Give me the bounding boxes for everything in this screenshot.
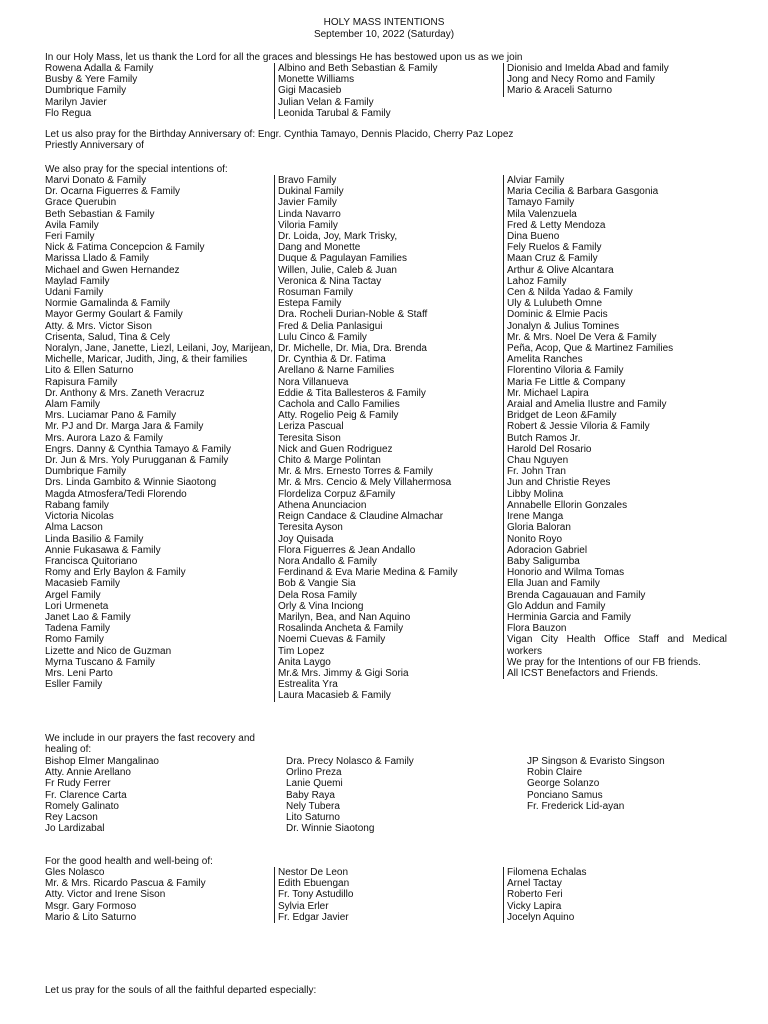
list-item: Tim Lopez	[278, 645, 325, 657]
list-item: Lizette and Nico de Guzman	[45, 645, 172, 657]
list-item: Nonito Royo	[507, 533, 563, 545]
list-item: Lori Urmeneta	[45, 600, 109, 612]
list-item: Arellano & Narne Families	[278, 365, 395, 377]
list-item: Msgr. Gary Formoso	[45, 900, 137, 912]
list-item: Dionisio and Imelda Abad and family	[507, 63, 669, 74]
list-item: Viloria Family	[278, 219, 338, 231]
list-item: Dukinal Family	[278, 186, 344, 198]
list-item: Peña, Acop, Que & Martinez Families	[507, 343, 674, 355]
list-item: Vicky Lapira	[507, 900, 562, 912]
list-item: Dominic & Elmie Pacis	[507, 309, 608, 321]
priestly-line: Priestly Anniversary of	[45, 140, 144, 151]
list-item: Atty. Victor and Irene Sison	[45, 889, 166, 901]
list-item: Lahoz Family	[507, 275, 567, 287]
list-item: Nora Villanueva	[278, 376, 349, 388]
list-item: Tamayo Family	[507, 197, 575, 209]
list-item: Romo Family	[45, 634, 104, 646]
list-item: Laura Macasieb & Family	[278, 690, 391, 702]
list-item: Lito Saturno	[286, 812, 340, 824]
list-item: Rosuman Family	[278, 287, 354, 299]
list-item: Fr. John Tran	[507, 466, 566, 478]
list-item: Avila Family	[45, 219, 99, 231]
list-item: Ella Juan and Family	[507, 578, 600, 590]
list-item: Annabelle Ellorin Gonzales	[507, 499, 628, 511]
list-item: Jonalyn & Julius Tomines	[507, 320, 620, 332]
list-item: Rabang family	[45, 499, 109, 511]
list-item: Chau Nguyen	[507, 455, 569, 467]
list-item: Udani Family	[45, 287, 104, 299]
list-item: Argel Family	[45, 589, 101, 601]
list-item: Annie Fukasawa & Family	[45, 544, 161, 556]
thanksgiving-intro: In our Holy Mass, let us thank the Lord for all the graces and blessings He has bestowed upon us as we join	[45, 52, 523, 63]
list-item: Lanie Quemi	[286, 778, 343, 790]
health-intro: For the good health and well-being of:	[45, 856, 213, 867]
list-item: Dr. Ocarna Figuerres & Family	[45, 186, 181, 198]
list-item: Estepa Family	[278, 298, 342, 310]
special-intro: We also pray for the special intentions of:	[45, 164, 228, 175]
list-item: Ponciano Samus	[527, 789, 603, 801]
list-item: Mr.& Mrs. Jimmy & Gigi Soria	[278, 667, 409, 679]
list-item: Marvi Donato & Family	[45, 175, 147, 186]
health-column-1	[45, 867, 273, 923]
list-item: Lito & Ellen Saturno	[45, 365, 134, 377]
list-item: Athena Anunciacion	[278, 499, 367, 511]
list-item: Mrs. Leni Parto	[45, 667, 113, 679]
health-column-2	[274, 867, 503, 923]
list-item: Javier Family	[278, 197, 337, 209]
list-item: Dumbrique Family	[45, 85, 127, 97]
list-item: Adoracion Gabriel	[507, 544, 588, 556]
list-item: Maria Cecilia & Barbara Gasgonia	[507, 186, 659, 198]
list-item: Leonida Tarubal & Family	[278, 107, 391, 119]
list-item: Fr. Edgar Javier	[278, 911, 349, 923]
list-item: Flo Regua	[45, 107, 92, 119]
list-item: Bravo Family	[278, 175, 337, 186]
list-item: Bishop Elmer Mangalinao	[45, 756, 159, 767]
list-item: Anita Laygo	[278, 656, 331, 668]
list-item: Baby Raya	[286, 789, 335, 801]
list-item: Reign Candace & Claudine Almachar	[278, 511, 444, 523]
list-item: Baby Saligumba	[507, 555, 580, 567]
list-item: Filomena Echalas	[507, 867, 587, 878]
list-item: Roberto Feri	[507, 889, 563, 901]
list-item: Michael and Gwen Hernandez	[45, 264, 180, 276]
list-item: Albino and Beth Sebastian & Family	[278, 63, 438, 74]
list-item: Maan Cruz & Family	[507, 253, 598, 265]
list-item: Alma Lacson	[45, 522, 103, 534]
list-item: Dr. Cynthia & Dr. Fatima	[278, 354, 386, 366]
list-item: Macasieb Family	[45, 578, 121, 590]
list-item: Dela Rosa Family	[278, 589, 357, 601]
health-column-3	[503, 867, 727, 923]
list-item: Amelita Ranches	[507, 354, 583, 366]
list-item: Alviar Family	[507, 175, 565, 186]
list-item: Nick and Guen Rodriguez	[278, 443, 393, 455]
list-item: Mr. & Mrs. Ricardo Pascua & Family	[45, 878, 206, 890]
recovery-column-2	[286, 756, 514, 834]
list-item: Dang and Monette	[278, 242, 361, 254]
list-item: Atty. Annie Arellano	[45, 767, 131, 779]
list-item: Flora Figuerres & Jean Andallo	[278, 544, 416, 556]
page-date: September 10, 2022 (Saturday)	[313, 29, 455, 40]
list-item: Fr Rudy Ferrer	[45, 778, 111, 790]
list-item: Maylad Family	[45, 275, 110, 287]
list-item: Dr. Michelle, Dr. Mia, Dra. Brenda	[278, 343, 427, 355]
list-item: Dina Bueno	[507, 231, 560, 243]
list-item: Glo Addun and Family	[507, 600, 606, 612]
list-item: Bridget de Leon &Family	[507, 410, 617, 422]
list-item: Robin Claire	[527, 767, 583, 779]
list-item: Drs. Linda Gambito & Winnie Siaotong	[45, 477, 217, 489]
list-item: Arthur & Olive Alcantara	[507, 264, 614, 276]
list-item: Linda Basilio & Family	[45, 533, 144, 545]
list-item: Dumbrique Family	[45, 466, 127, 478]
list-item: Joy Quisada	[278, 533, 334, 545]
birthday-line: Let us also pray for the Birthday Anniversary of: Engr. Cynthia Tamayo, Dennis Placido, Cherry Paz Lopez	[45, 129, 514, 140]
list-item: Marilyn, Bea, and Nan Aquino	[278, 611, 411, 623]
list-item: Francisca Quitoriano	[45, 555, 138, 567]
list-item: Fred & Letty Mendoza	[507, 219, 606, 231]
list-item: Dra. Precy Nolasco & Family	[286, 756, 414, 767]
list-item: Mario & Araceli Saturno	[507, 85, 613, 97]
special-column-3	[503, 175, 727, 679]
thanksgiving-column-2	[274, 63, 503, 119]
recovery-intro-text: We include in our prayers the fast recovery and healing of:	[45, 733, 255, 756]
list-item: Sylvia Erler	[278, 900, 329, 912]
list-item: Dra. Rocheli Durian-Noble & Staff	[278, 309, 428, 321]
list-item: Lulu Cinco & Family	[278, 331, 367, 343]
list-item: Myrna Tuscano & Family	[45, 656, 156, 668]
list-item: Maria Fe Little & Company	[507, 376, 626, 388]
list-item: Mila Valenzuela	[507, 208, 577, 220]
list-item: Leriza Pascual	[278, 421, 344, 433]
list-item: Willen, Julie, Caleb & Juan	[278, 264, 397, 276]
list-item: Normie Gamalinda & Family	[45, 298, 171, 310]
list-item: Jun and Christie Reyes	[507, 477, 611, 489]
list-item: Fr. Tony Astudillo	[278, 889, 354, 901]
list-item: Cen & Nilda Yadao & Family	[507, 287, 633, 299]
list-item: Arnel Tactay	[507, 878, 562, 890]
list-item: Araial and Amelia Ilustre and Family	[507, 399, 667, 411]
list-item: Mr. & Mrs. Noel De Vera & Family	[507, 331, 657, 343]
list-item: Nely Tubera	[286, 800, 340, 812]
list-item: Victoria Nicolas	[45, 511, 114, 523]
list-item: Dr. Anthony & Mrs. Zaneth Veracruz	[45, 387, 205, 399]
list-item: Veronica & Nina Tactay	[278, 275, 382, 287]
list-item: Marilyn Javier	[45, 96, 107, 108]
list-item: Engrs. Danny & Cynthia Tamayo & Family	[45, 443, 232, 455]
list-item: Rey Lacson	[45, 812, 98, 824]
list-item: Edith Ebuengan	[278, 878, 350, 890]
list-item: Bob & Vangie Sia	[278, 578, 356, 590]
page-title: HOLY MASS INTENTIONS	[323, 17, 445, 28]
list-item: Busby & Yere Family	[45, 74, 138, 86]
list-item: Mrs. Luciamar Pano & Family	[45, 410, 177, 422]
list-item: Brenda Cagauauan and Family	[507, 589, 646, 601]
list-item: Rosalinda Ancheta & Family	[278, 623, 404, 635]
list-item: Mr. & Mrs. Ernesto Torres & Family	[278, 466, 433, 478]
list-item: Harold Del Rosario	[507, 443, 592, 455]
list-item: Tadena Family	[45, 623, 111, 635]
list-item: Linda Navarro	[278, 208, 341, 220]
list-item: Dr. Loida, Joy, Mark Trisky,	[278, 231, 398, 243]
list-item: Orly & Vina Inciong	[278, 600, 364, 612]
list-item: Jocelyn Aquino	[507, 911, 575, 923]
list-item: Robert & Jessie Viloria & Family	[507, 421, 650, 433]
list-item: Mayor Germy Goulart & Family	[45, 309, 183, 321]
list-item: Irene Manga	[507, 511, 564, 523]
list-item: Flordeliza Corpuz &Family	[278, 488, 396, 500]
thanksgiving-column-1	[45, 63, 273, 119]
list-item: Janet Lao & Family	[45, 611, 131, 623]
list-item: Duque & Pagulayan Families	[278, 253, 407, 265]
list-item: Grace Querubin	[45, 197, 117, 209]
list-item: Uly & Lulubeth Omne	[507, 298, 603, 310]
list-item: Noemi Cuevas & Family	[278, 634, 386, 646]
list-item: Jong and Necy Romo and Family	[507, 74, 655, 86]
list-item: Cachola and Callo Families	[278, 399, 400, 411]
recovery-column-3	[527, 756, 755, 812]
list-item: Butch Ramos Jr.	[507, 432, 581, 444]
list-item: Mr. & Mrs. Cencio & Mely Villahermosa	[278, 477, 452, 489]
list-item: Gigi Macasieb	[278, 85, 342, 97]
list-item: Vigan City Health Office Staff and Medical workers	[507, 634, 727, 657]
thanksgiving-column-3	[503, 63, 737, 97]
list-item: Crisenta, Salud, Tina & Cely	[45, 331, 171, 343]
list-item: Romely Galinato	[45, 800, 119, 812]
list-item: Fr. Frederick Lid-ayan	[527, 800, 625, 812]
list-item: All ICST Benefactors and Friends.	[507, 667, 658, 679]
recovery-intro	[45, 733, 255, 755]
list-item: We pray for the Intentions of our FB friends.	[507, 656, 701, 668]
list-item: Fr. Clarence Carta	[45, 789, 127, 801]
list-item: Gloria Baloran	[507, 522, 571, 534]
list-item: Feri Family	[45, 231, 95, 243]
list-item: Flora Bauzon	[507, 623, 567, 635]
special-column-1	[45, 175, 273, 690]
list-item: Beth Sebastian & Family	[45, 208, 155, 220]
list-item: Nick & Fatima Concepcion & Family	[45, 242, 205, 254]
list-item: Orlino Preza	[286, 767, 342, 779]
list-item: Marissa Llado & Family	[45, 253, 149, 265]
list-item: Mr. Michael Lapira	[507, 387, 589, 399]
list-item: Esller Family	[45, 679, 103, 691]
list-item: Alam Family	[45, 399, 101, 411]
list-item: Rowena Adalla & Family	[45, 63, 154, 74]
list-item: Nestor De Leon	[278, 867, 349, 878]
list-item: Mr. PJ and Dr. Marga Jara & Family	[45, 421, 204, 433]
list-item: Mrs. Aurora Lazo & Family	[45, 432, 163, 444]
list-item: Eddie & Tita Ballesteros & Family	[278, 387, 426, 399]
list-item: Honorio and Wilma Tomas	[507, 567, 625, 579]
list-item: Nora Andallo & Family	[278, 555, 377, 567]
list-item: Magda Atmosfera/Tedi Florendo	[45, 488, 187, 500]
list-item: Chito & Marge Polintan	[278, 455, 381, 467]
list-item: Noralyn, Jane, Janette, Liezl, Leilani, Joy, Marijean, Michelle, Maricar, Judith, Jing, & their families	[45, 343, 273, 366]
list-item: Mario & Lito Saturno	[45, 911, 137, 923]
list-item: Florentino Viloria & Family	[507, 365, 624, 377]
list-item: Dr. Winnie Siaotong	[286, 823, 375, 835]
list-item: Herminia Garcia and Family	[507, 611, 631, 623]
list-item: Jo Lardizabal	[45, 823, 105, 835]
list-item: Gles Nolasco	[45, 867, 105, 878]
list-item: Teresita Ayson	[278, 522, 343, 534]
list-item: Romy and Erly Baylon & Family	[45, 567, 186, 579]
departed-intro: Let us pray for the souls of all the faithful departed especially:	[45, 985, 317, 996]
list-item: Teresita Sison	[278, 432, 341, 444]
list-item: Atty. & Mrs. Victor Sison	[45, 320, 152, 332]
list-item: Fely Ruelos & Family	[507, 242, 602, 254]
list-item: Julian Velan & Family	[278, 96, 374, 108]
list-item: Estrealita Yra	[278, 679, 338, 691]
list-item: George Solanzo	[527, 778, 600, 790]
list-item: Ferdinand & Eva Marie Medina & Family	[278, 567, 458, 579]
special-column-2	[274, 175, 503, 702]
list-item: Fred & Delia Panlasigui	[278, 320, 383, 332]
list-item: Libby Molina	[507, 488, 564, 500]
list-item: Atty. Rogelio Peig & Family	[278, 410, 399, 422]
recovery-column-1	[45, 756, 273, 834]
list-item: JP Singson & Evaristo Singson	[527, 756, 665, 767]
list-item: Dr. Jun & Mrs. Yoly Purugganan & Family	[45, 455, 229, 467]
list-item: Rapisura Family	[45, 376, 118, 388]
list-item: Monette Williams	[278, 74, 355, 86]
